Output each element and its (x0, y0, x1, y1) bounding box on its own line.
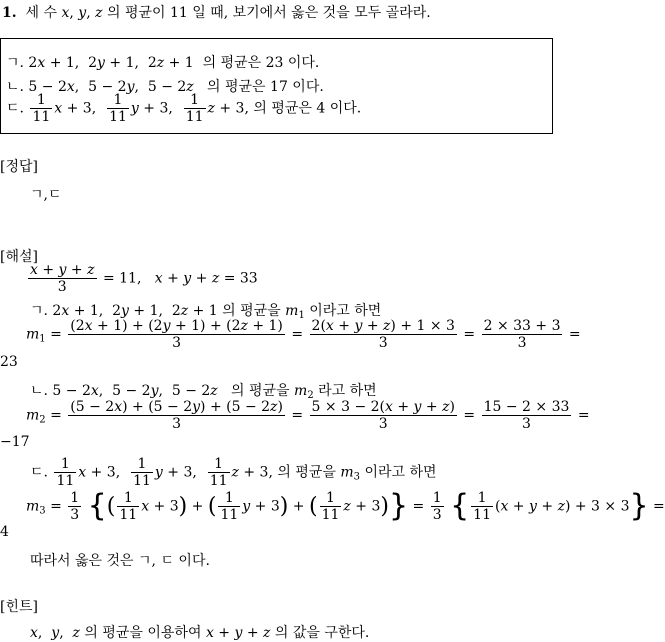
solution-na-intro: ㄴ. 5 − 2x, 5 − 2y, 5 − 2z 의 평균을 $m_2$ 라고 하면 (30, 383, 377, 401)
solution-na-eq: $m_2$ = $\frac{(5 - 2x) + (5 - 2y) + (5 - 2z)}{3}$ = $\frac{5 \times 3 - 2(x + y + z)}{3}$ = $\frac{15 - 2 \times 33}{3}$ = (26, 399, 590, 432)
hint-text: x, y, z 의 평균을 이용하여 x + y + z 의 값을 구한다. (30, 625, 370, 641)
solution-ga-result: 23 (0, 354, 18, 370)
solution-da-result: 4 (0, 524, 9, 540)
option-na: ㄴ. 5 − 2x, 5 − 2y, 5 − 2z 의 평균은 17 이다. (6, 79, 324, 95)
solution-line1: $\frac{x + y + z}{3}$ = 11, x + y + z = 33 (30, 262, 258, 295)
question-number: 1. (2, 5, 17, 21)
solution-ga-intro: ㄱ. 2x + 1, 2y + 1, 2z + 1 의 평균을 $m_1$ 이라고 하면 (30, 303, 382, 321)
option-da: ㄷ. $\frac{1}{11}$ x + 3, $\frac{1}{11}$ y + 3, $\frac{1}{11}$ z + 3, 의 평균은 4 이다. (6, 92, 362, 125)
answer-value: ㄱ,ㄷ (30, 187, 62, 203)
solution-ga-eq: $m_1$ = $\frac{(2x + 1) + (2y + 1) + (2z + 1)}{3}$ = $\frac{2(x + y + z) + 1 \times 3}{3}$ = $\frac{2 \times 33 + 3}{3}$ = (26, 318, 581, 351)
solution-da-eq: $m_3$ = $\frac{1}{3}$ {( $\frac{1}{11}$ x + 3) + ( $\frac{1}{11}$ y + 3) + ( $\frac{1}{11}$ z + 3)} = $\frac{1}{3}$ { $\frac{1}{11}$ (x + y + z) + 3 × 3} = (26, 488, 665, 524)
solution-da-intro: ㄷ. $\frac{1}{11}$ x + 3, $\frac{1}{11}$ y + 3, $\frac{1}{11}$ z + 3, 의 평균을 $m_3$ 이라고 하면 (30, 456, 437, 489)
option-ga: ㄱ. 2x + 1, 2y + 1, 2z + 1 의 평균은 23 이다. (6, 55, 320, 71)
question-prompt: 세 수 x, y, z 의 평균이 11 일 때, 보기에서 옳은 것을 모두 골라라. (21, 5, 431, 21)
answer-heading: [정답] (0, 159, 38, 175)
question (2, 2, 431, 22)
solution-heading: [해설] (0, 249, 38, 265)
solution-conclusion: 따라서 옳은 것은 ㄱ, ㄷ 이다. (30, 553, 210, 569)
hint-heading: [힌트] (0, 599, 38, 615)
solution-na-result: −17 (0, 434, 30, 450)
